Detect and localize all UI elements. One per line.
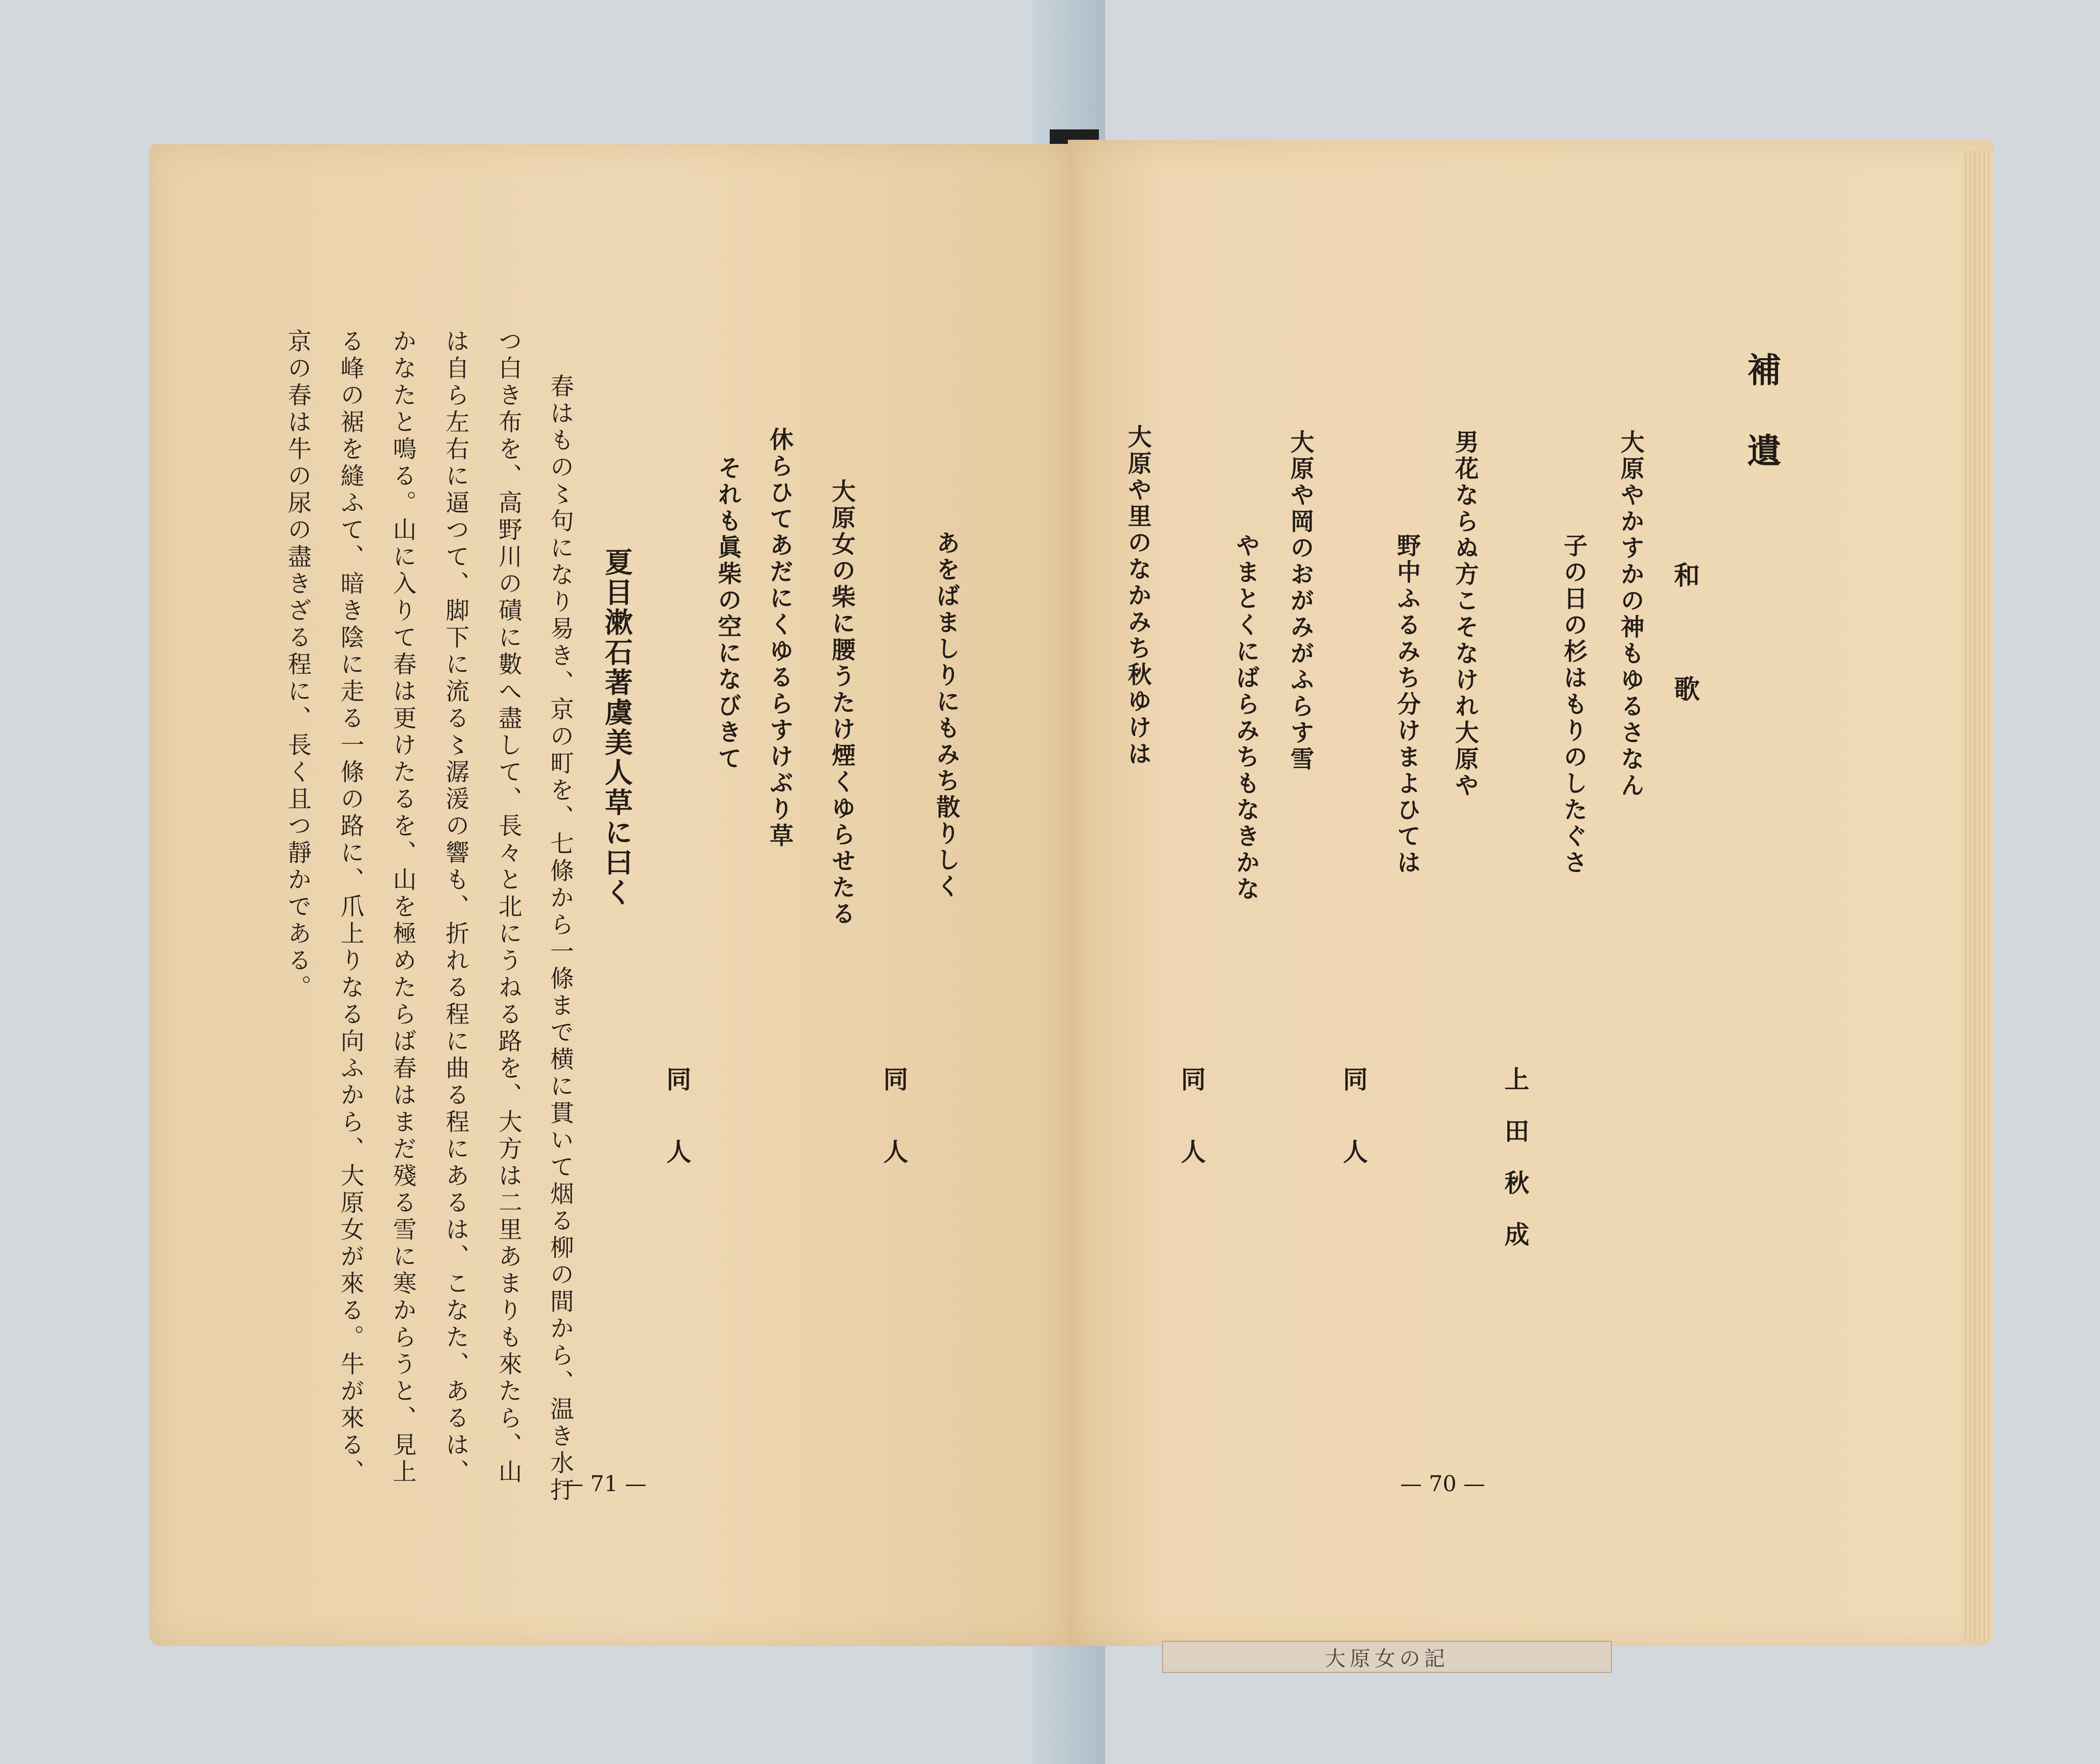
bottom-tape-label: 大原女の記 bbox=[1162, 1641, 1612, 1673]
right-poem-1-author: 上田秋成 bbox=[1500, 1066, 1529, 1273]
page-title: 補遺 bbox=[1741, 352, 1782, 513]
right-poem-2-author: 同人 bbox=[1339, 1066, 1368, 1211]
prose-line-5: る峰の裾を縫ふて、暗き陰に走る一條の路に、爪上りなる向ふから、大原女が來る。牛が來る、 bbox=[337, 329, 365, 1486]
prose-line-2: つ白き布を、高野川の磧に數へ盡して、長々と北にうねる路を、大方は二里あまりも來たら、山 bbox=[495, 329, 523, 1486]
prose-line-4: かなたと鳴る。山に入りて春は更けたるを、山を極めたらば春はまだ殘る雪に寒からうと、見上 bbox=[389, 329, 417, 1486]
right-page bbox=[1068, 140, 1993, 1646]
prose-line-1: 春はもの〻句になり易き、京の町を、七條から一條まで横に貫いて烟る柳の間から、温き水打 bbox=[547, 374, 575, 1504]
prose-line-6: 京の春は牛の尿の盡きざる程に、長く且つ靜かである。 bbox=[284, 329, 312, 1002]
right-poem-4-line-1: 大原や里のなかみち秋ゆけは bbox=[1124, 424, 1152, 768]
page-edge-stack bbox=[1962, 150, 1993, 1641]
right-poem-1-line-1: 大原やかすかの神もゆるさなん bbox=[1617, 430, 1645, 799]
left-poem-1-author: 同人 bbox=[879, 1066, 908, 1211]
left-page-number: — 71 — bbox=[562, 1471, 647, 1496]
prose-heading: 夏目漱石著虞美人草に曰く bbox=[600, 548, 634, 908]
section-heading: 和歌 bbox=[1670, 562, 1700, 789]
right-page-number: — 70 — bbox=[1400, 1471, 1486, 1496]
right-poem-2-line-1: 男花ならぬ方こそなけれ大原や bbox=[1451, 430, 1479, 799]
right-poem-3-line-1: 大原や岡のおがみがふらす雪 bbox=[1287, 430, 1315, 773]
left-poem-2-line-2: 休らひてあだにくゆるらすけぶり草 bbox=[766, 427, 794, 849]
right-poem-3-author: 同人 bbox=[1177, 1066, 1206, 1211]
left-poem-2-line-3: それも眞柴の空になびきて bbox=[714, 455, 742, 772]
right-poem-2-line-2: 野中ふるみち分けまよひては bbox=[1393, 533, 1421, 876]
left-poem-1-line-1: あをばましりにもみち散りしく bbox=[933, 531, 961, 900]
left-poem-2-author: 同人 bbox=[662, 1066, 691, 1211]
left-poem-2-line-1: 大原女の柴に腰うたけ煙くゆらせたる bbox=[828, 479, 856, 928]
prose-line-3: は自ら左右に逼つて、脚下に流る〻潺湲の響も、折れる程に曲る程にあるは、こなた、あるは、 bbox=[442, 329, 470, 1486]
right-poem-1-line-2: 子の日の杉はもりのしたぐさ bbox=[1560, 533, 1588, 876]
right-poem-3-line-2: やまとくにばらみちもなきかな bbox=[1232, 533, 1260, 903]
